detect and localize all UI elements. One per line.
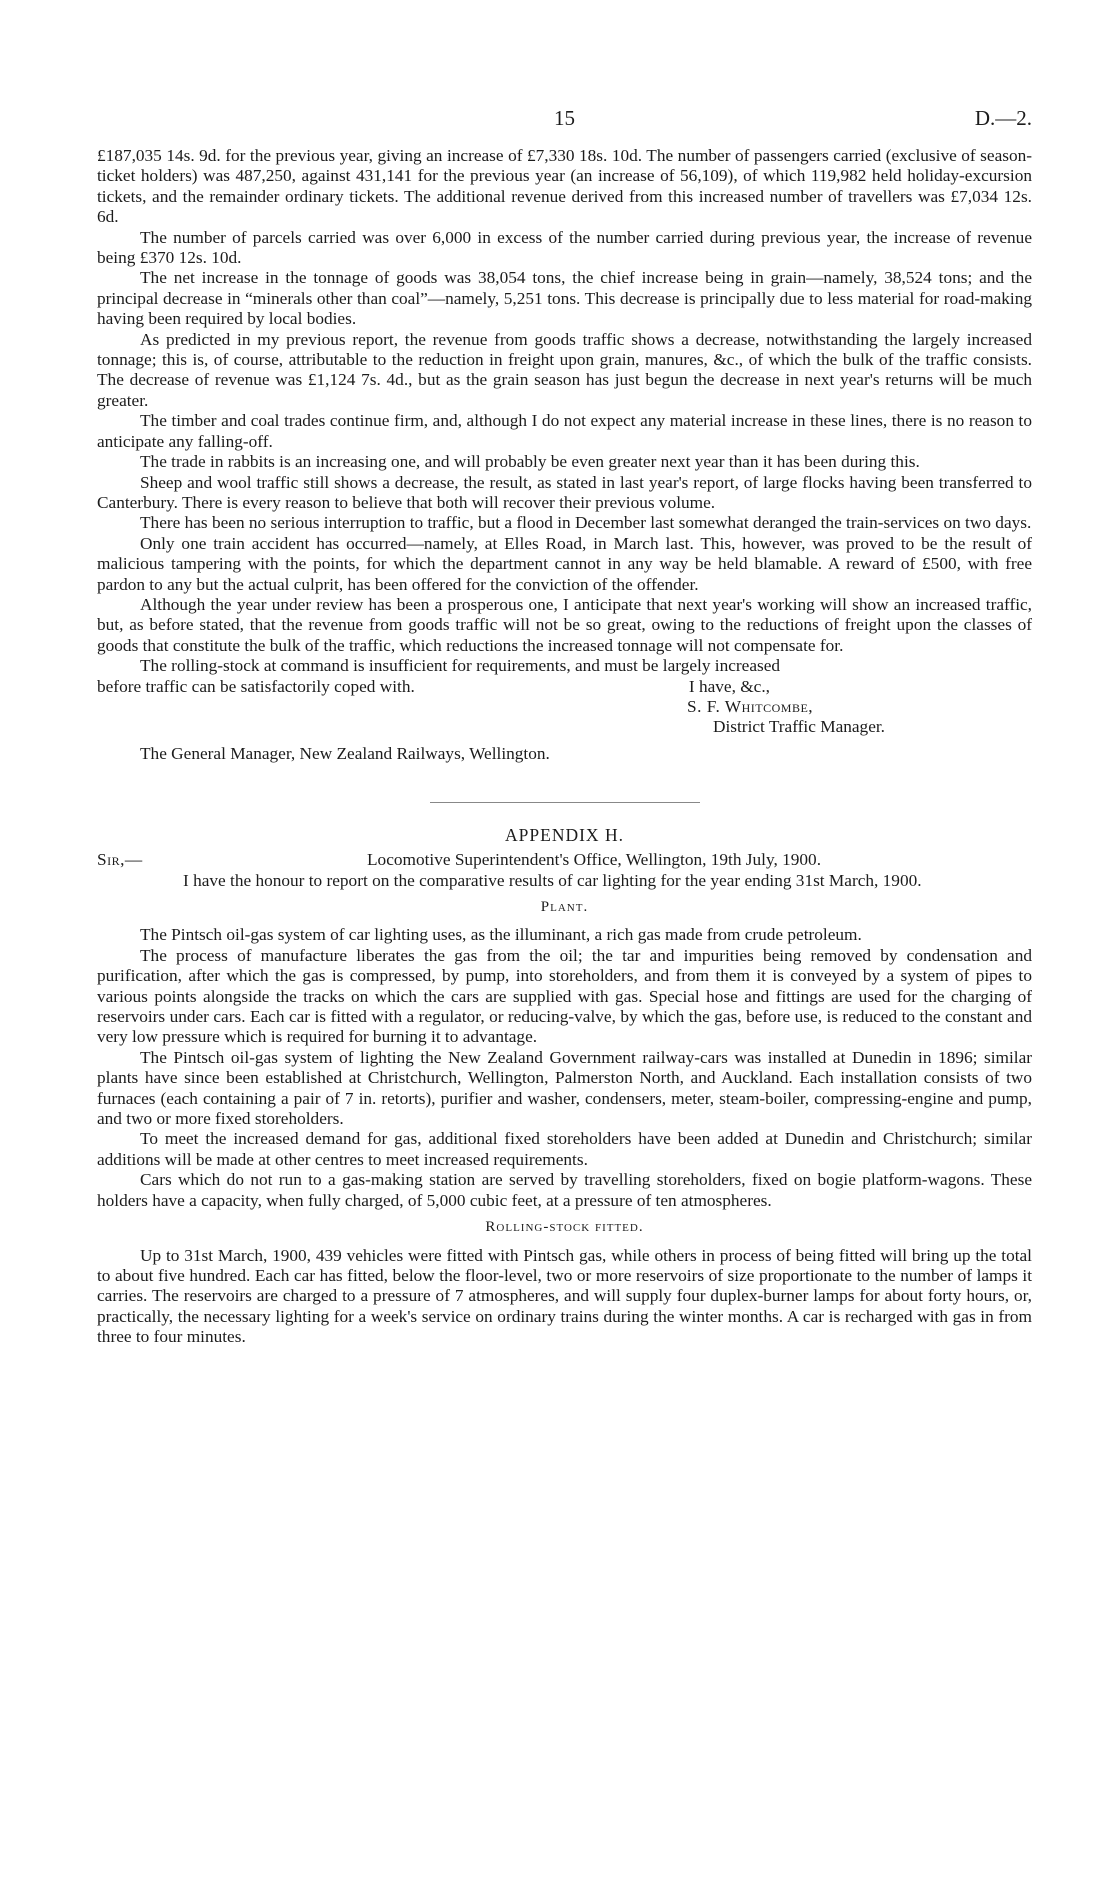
plant-paragraph: The Pintsch oil-gas system of car lighting uses, as the illuminant, a rich gas made from crude petroleum. xyxy=(140,925,862,945)
appendix-heading: APPENDIX H. xyxy=(505,825,624,846)
closing-paragraph-line: The rolling-stock at command is insufficient for requirements, and must be largely increased xyxy=(140,656,781,676)
appendix-intro: I have the honour to report on the comparative results of car lighting for the year ending 31st March, 1900. xyxy=(183,870,922,890)
report-paragraph: Only one train accident has occurred—namely, at Elles Road, in March last. This, however, was proved to be the result of malicious tampering with the points, for which the department cannot in any way be held blamable. A reward of £500, with free pardon to any but the actual culprit, has been offered for the conviction of the offender. xyxy=(97,533,1032,594)
report-paragraph: The net increase in the tonnage of goods was 38,054 tons, the chief increase being in grain—namely, 38,524 tons; and the principal decrease in “minerals other than coal”—namely, 5,251 tons. This decrease is principally due to less material for road-making having been required by local bodies. xyxy=(97,268,1032,329)
report-paragraph: Although the year under review has been a prosperous one, I anticipate that next year's working will show an increased traffic, but, as before stated, that the revenue from goods traffic will not be so great, owing to the reductions of freight upon the classes of goods that constitute the bulk of the traffic, which reductions the increased tonnage will not compensate for. xyxy=(97,594,1032,655)
report-paragraph: The timber and coal trades continue firm, and, although I do not expect any material increase in these lines, there is no reason to anticipate any falling-off. xyxy=(97,411,1032,451)
rolling-stock-heading: Rolling-stock fitted. xyxy=(485,1219,644,1236)
plant-heading: Plant. xyxy=(540,899,589,915)
report-paragraph: There has been no serious interruption to traffic, but a flood in December last somewhat deranged the train-services on two days. xyxy=(140,513,1032,533)
report-paragraph: The number of parcels carried was over 6,000 in excess of the number carried during previous year, the increase of revenue being £370 12s. 10d. xyxy=(97,227,1032,268)
complimentary-close: I have, &c., xyxy=(688,676,770,696)
report-body xyxy=(97,146,1032,1348)
plant-paragraph: Cars which do not run to a gas-making station are served by travelling storeholders, fixed on bogie platform-wagons. These holders have a capacity, when fully charged, of 5,000 cubic feet, at a pressure of ten atmospheres. xyxy=(97,1170,1032,1210)
signatory-title: District Traffic Manager. xyxy=(713,717,885,737)
section-divider xyxy=(430,802,700,803)
rolling-stock-paragraph: Up to 31st March, 1900, 439 vehicles were fitted with Pintsch gas, while others in process of being fitted will bring up the total to about five hundred. Each car has fitted, below the floor-level, two or more reservoirs of size proportionate to the number of lamps it carries. The reservoirs are charged to a pressure of 7 atmospheres, and will supply four duplex-burner lamps for about forty hours, or, practically, the necessary lighting for a week's service on ordinary trains during the winter months. A car is recharged with gas in from three to four minutes. xyxy=(97,1245,1032,1347)
signatory-name: S. F. Whitcombe, xyxy=(687,696,814,716)
salutation: Sir,— xyxy=(97,849,143,869)
report-paragraph: Sheep and wool traffic still shows a decrease, the result, as stated in last year's report, of large flocks having been transferred to Canterbury. There is every reason to believe that both will recover their previous volume. xyxy=(97,472,1032,512)
plant-paragraph: The process of manufacture liberates the gas from the oil; the tar and impurities being removed by condensation and purification, after which the gas is compressed, by pump, into storeholders, and from them it is conveyed by a system of pipes to various points alongside the tracks on which the cars are supplied with gas. Special hose and fittings are used for the charging of reservoirs under cars. Each car is fitted with a regulator, or reducing-valve, by which the gas, before use, is reduced to the constant and very low pressure which is required for burning it to advantage. xyxy=(97,945,1032,1047)
document-reference: D.—2. xyxy=(974,106,1032,130)
addressee: The General Manager, New Zealand Railways, Wellington. xyxy=(140,743,550,763)
report-paragraph: The trade in rabbits is an increasing one, and will probably be even greater next year than it has been during this. xyxy=(140,452,920,472)
closing-paragraph-end: before traffic can be satisfactorily coped with. xyxy=(97,676,415,696)
letter-heading-row xyxy=(97,850,1032,871)
document-page xyxy=(97,106,1032,1348)
plant-paragraph: The Pintsch oil-gas system of lighting the New Zealand Government railway-cars was installed at Dunedin in 1896; similar plants have since been established at Christchurch, Wellington, Palmerston North, and Auckland. Each installation consists of two furnaces (each containing a pair of 7 in. retorts), purifier and washer, condensers, meter, steam-boiler, compressing-engine and pump, and two or more fixed storeholders. xyxy=(97,1047,1032,1129)
page-header xyxy=(97,106,1032,136)
report-paragraph-continued: £187,035 14s. 9d. for the previous year, giving an increase of £7,330 18s. 10d. The number of passengers carried (exclusive of season-ticket holders) was 487,250, against 431,141 for the previous year (an increase of 56,109), of which 119,982 held holiday-excursion tickets, and the remainder ordinary tickets. The additional revenue derived from this increased number of travellers was £7,034 12s. 6d. xyxy=(97,146,1032,227)
closing-row xyxy=(97,677,1032,697)
page-number: 15 xyxy=(554,106,575,130)
report-paragraph: As predicted in my previous report, the revenue from goods traffic shows a decrease, notwithstanding the largely increased tonnage; this is, of course, attributable to the reduction in freight upon grain, manures, &c., of which the bulk of the traffic consists. The decrease of revenue was £1,124 7s. 4d., but as the grain season has just begun the decrease in next year's returns will be much greater. xyxy=(97,329,1032,410)
plant-paragraph: To meet the increased demand for gas, additional fixed storeholders have been added at Dunedin and Christchurch; similar additions will be made at other centres to meet increased requirements. xyxy=(97,1129,1032,1169)
office-date-line: Locomotive Superintendent's Office, Wellington, 19th July, 1900. xyxy=(367,849,822,869)
